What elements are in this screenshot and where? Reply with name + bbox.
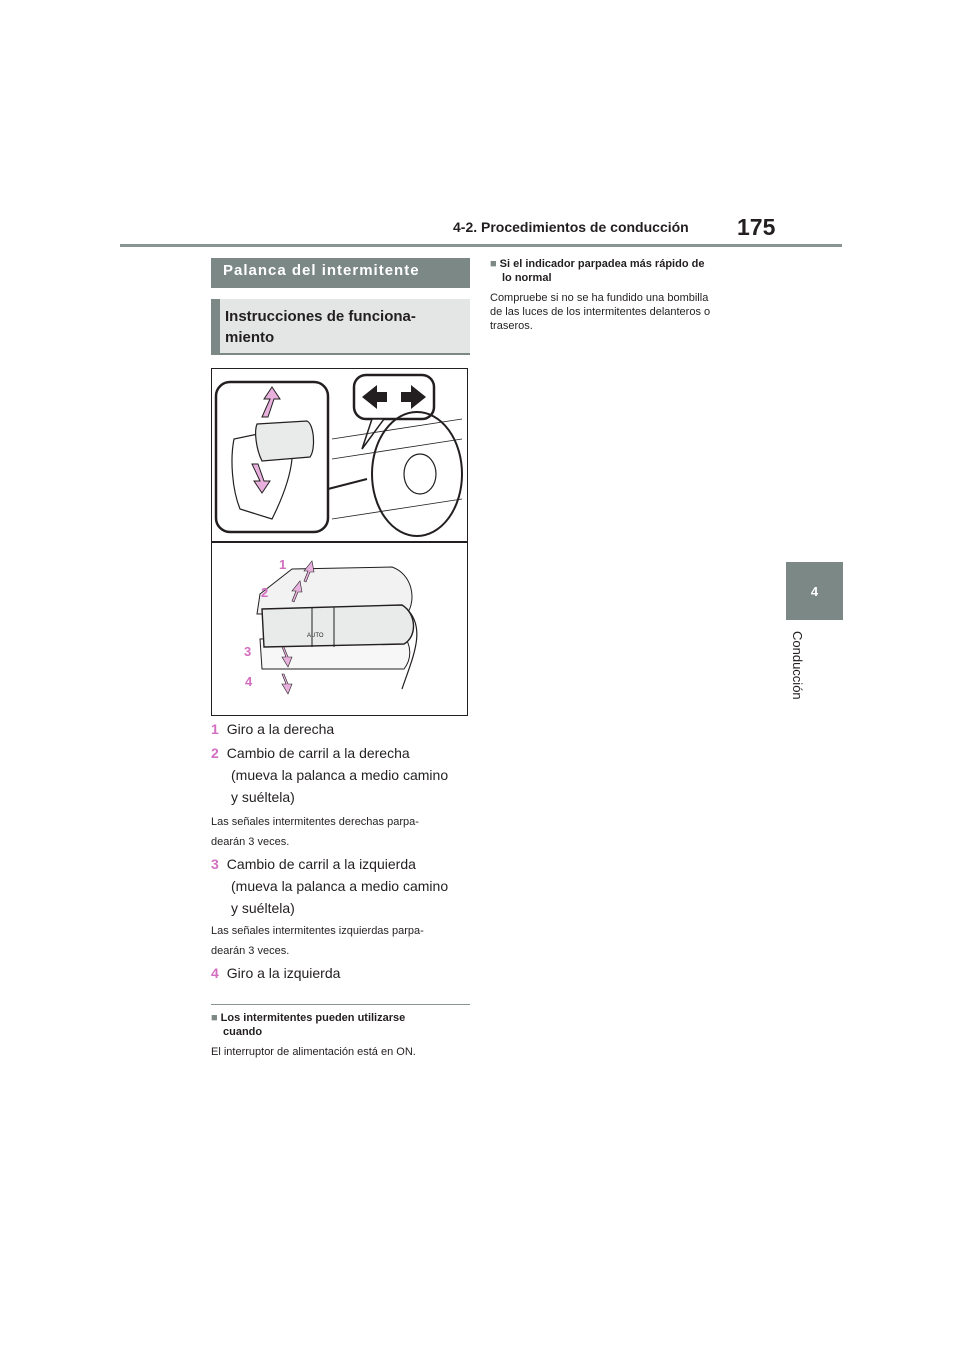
section-title: Palanca del intermitente [223,262,420,279]
list-item [211,853,448,919]
item-line: (mueva la palanca a medio camino [231,878,449,894]
header-rule [120,244,842,247]
callout-1: 1 [279,557,287,572]
chapter-label-container [787,631,805,721]
list-item [211,718,334,740]
lever-illustration-svg [212,369,467,715]
turn-signal-illustration [211,368,468,716]
right-note-block [490,257,760,333]
inset-lever [256,421,314,461]
item-line: (mueva la palanca a medio camino [231,767,449,783]
chapter-label: Conducción [790,631,805,700]
page-number: 175 [737,214,776,240]
arrow-4-icon [282,674,292,694]
right-body-line: traseros. [490,320,533,332]
running-header: 4-2. Procedimientos de conducción [453,219,689,235]
note-line: dearán 3 veces. [211,836,290,848]
note-line: Las señales intermitentes derechas parpa- [211,816,419,828]
list-item [211,962,340,984]
note-title-line: cuando [223,1026,263,1038]
steering-hub [404,454,436,494]
right-note-title [490,257,760,271]
steering-wheel [372,412,462,536]
item-line: y suéltela) [231,789,295,805]
chapter-tab [786,562,843,620]
note-title-line: Los intermitentes pueden utilizarse [220,1012,406,1024]
item-line: Cambio de carril a la izquierda [226,856,416,872]
item-note [211,812,419,852]
subsection-title-bar [211,299,470,355]
dashboard-lines [332,419,462,519]
callout-3: 3 [244,644,252,659]
lever-body [262,605,414,647]
section-title-bar [211,258,470,288]
item-line: y suéltela) [231,900,295,916]
auto-label: AUTO [307,633,324,639]
right-title-line: Si el indicador parpadea más rápido de [499,258,705,270]
callout-4: 4 [245,674,253,689]
square-bullet-icon: ■ [490,258,497,270]
note-line: dearán 3 veces. [211,945,290,957]
right-title-line: lo normal [502,272,552,284]
note-block [211,1011,470,1059]
list-item [211,742,448,808]
item-text: Giro a la derecha [226,721,335,737]
note-title [211,1011,470,1025]
note-line: Las señales intermitentes izquierdas parpa- [211,925,424,937]
item-note [211,921,424,961]
callout-2: 2 [261,585,269,600]
right-body [490,291,760,333]
chapter-number: 4 [810,584,819,599]
item-number: 3 [211,856,219,872]
square-bullet-icon: ■ [211,1012,218,1024]
section-rule [211,1004,470,1005]
right-body-line: de las luces de los intermitentes delanteros o [490,306,711,318]
subsection-accent [211,299,220,353]
item-line: Cambio de carril a la derecha [226,745,410,761]
item-number: 2 [211,745,219,761]
item-number: 1 [211,721,219,737]
subsection-title: Instrucciones de funciona- miento [225,308,416,346]
right-body-line: Compruebe si no se ha fundido una bombilla [490,292,709,304]
leader-line [328,479,367,489]
item-text: Giro a la izquierda [226,965,341,981]
item-number: 4 [211,965,219,981]
note-body: El interruptor de alimentación está en ON. [211,1046,416,1058]
